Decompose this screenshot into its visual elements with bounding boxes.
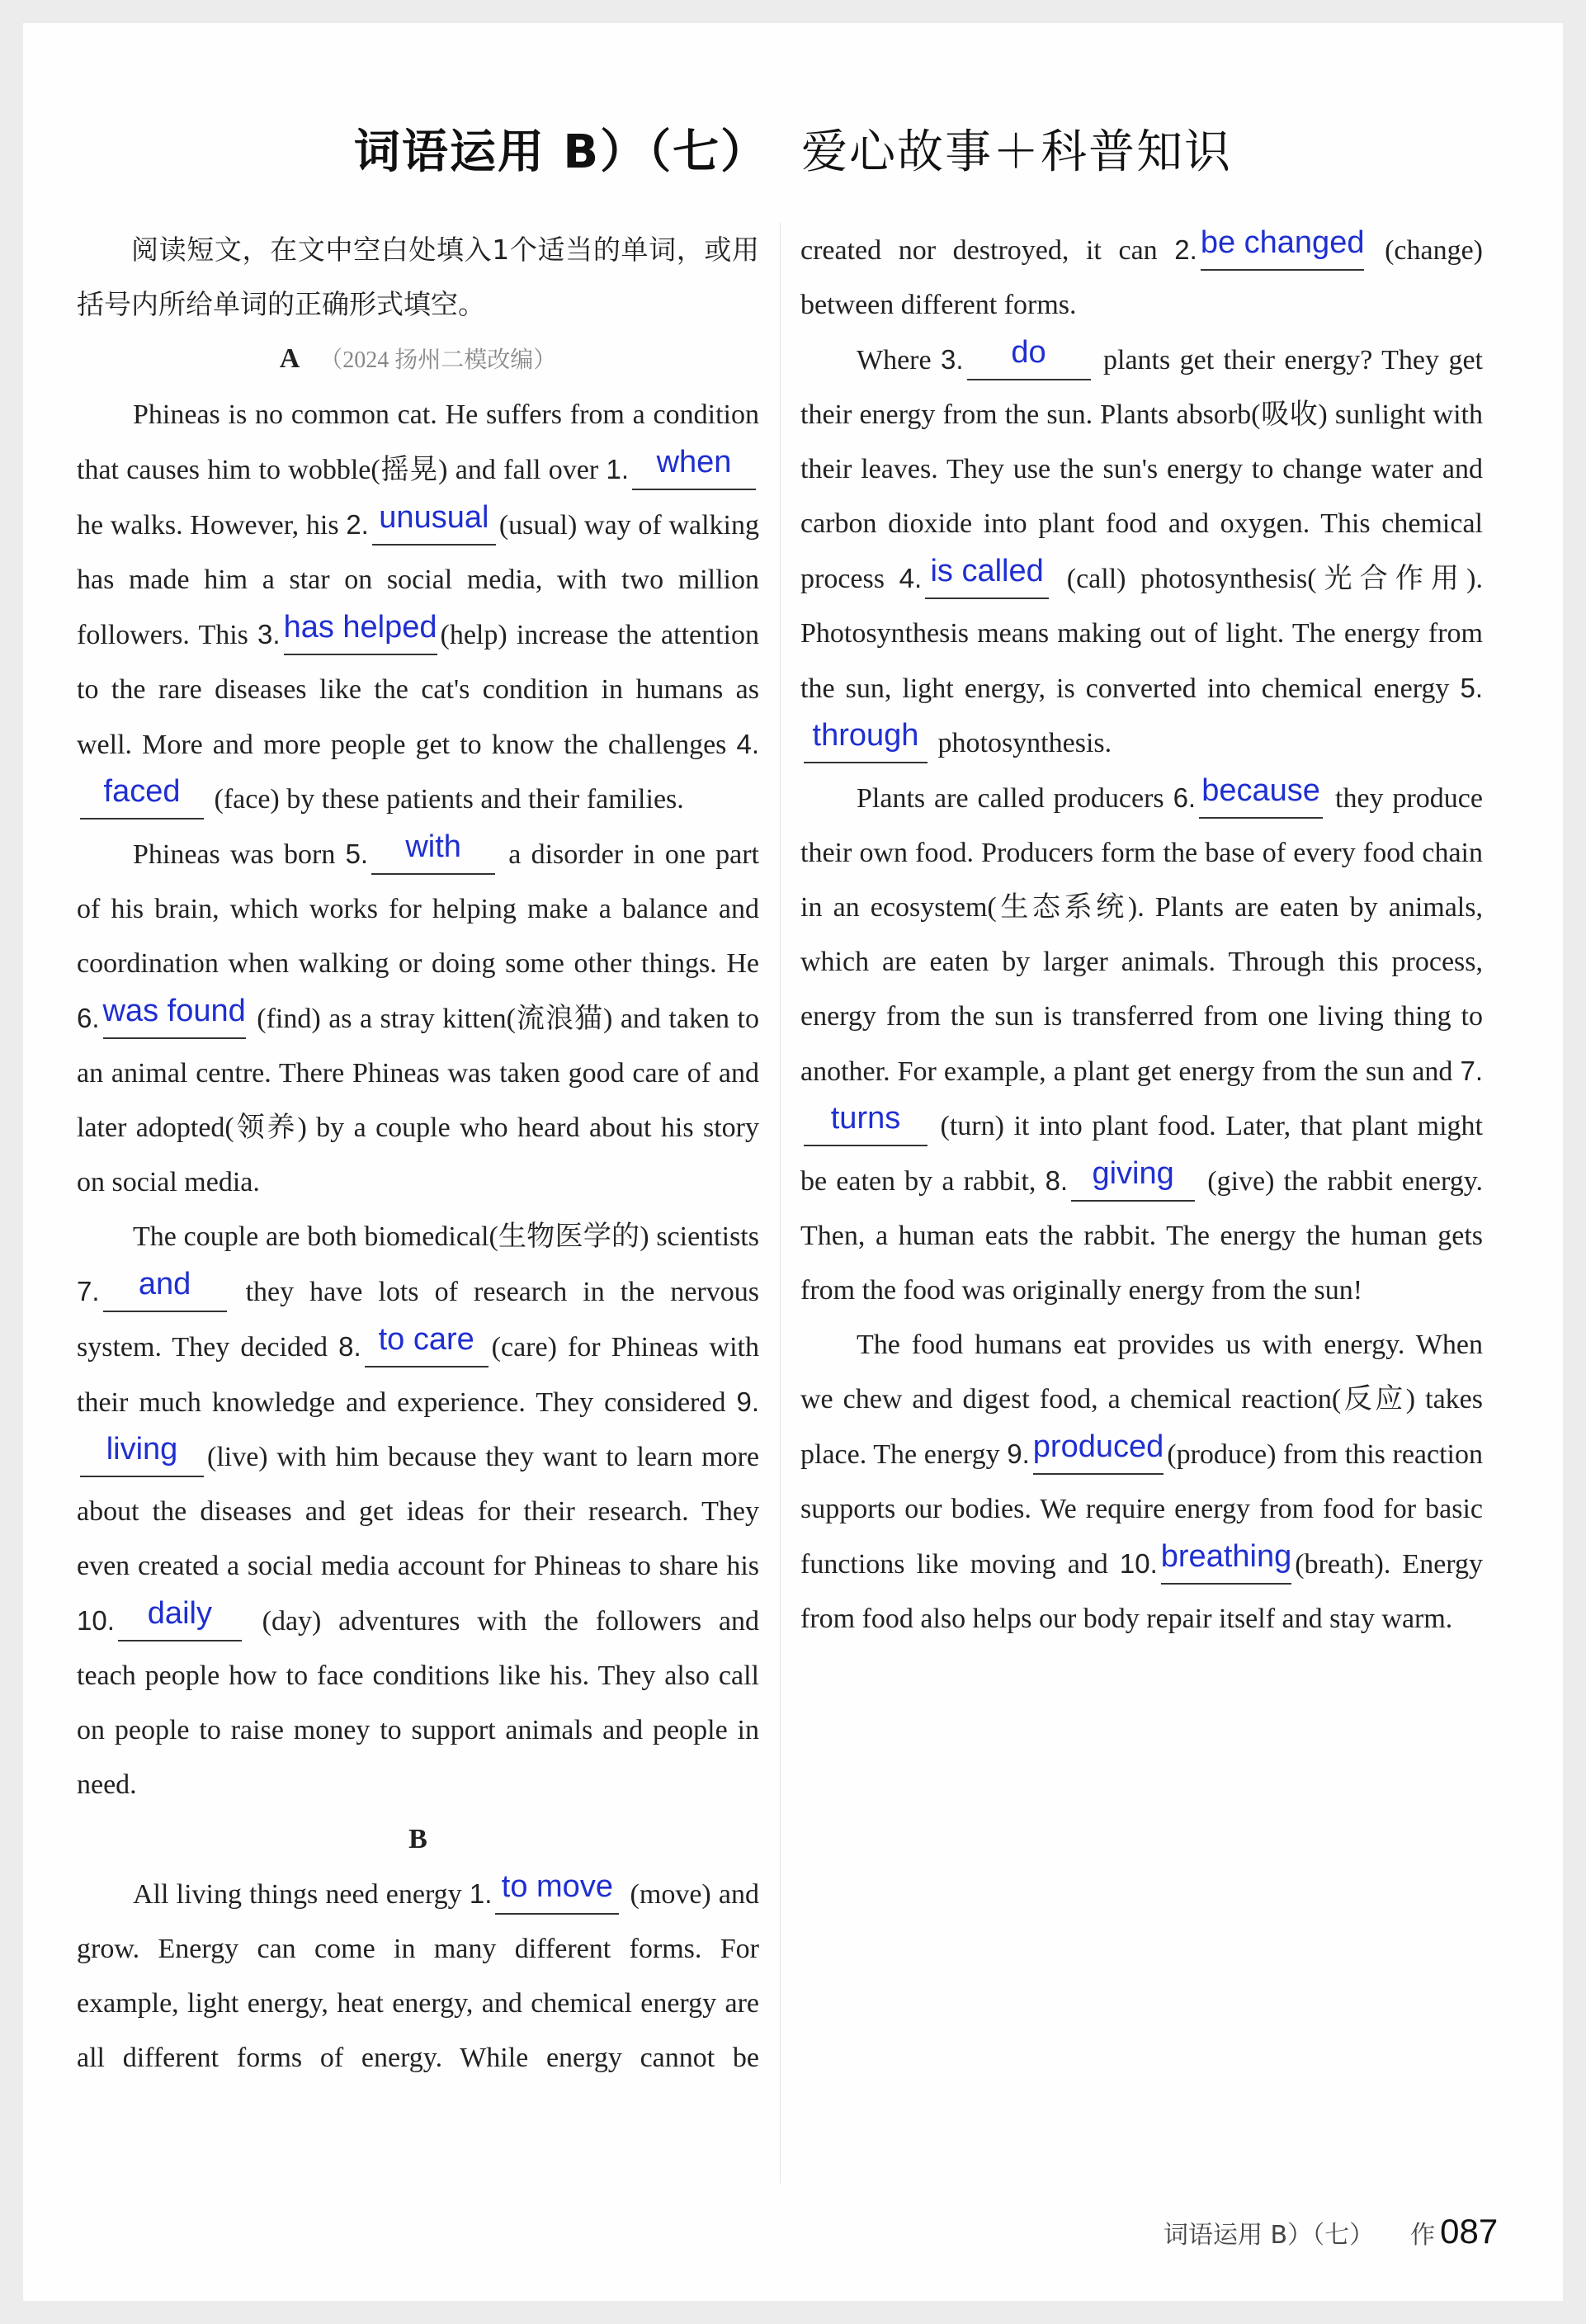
handwritten-answer: with xyxy=(405,829,461,864)
passage-text: (breath). Energy from food also helps our body repair itself and stay warm. xyxy=(800,1549,1483,1634)
passage-text: (care) for Phineas with their much knowledge and experience. They considered xyxy=(77,1332,759,1418)
footer-label: 作 xyxy=(1410,2221,1436,2250)
answer-blank[interactable] xyxy=(372,500,496,546)
answer-blank[interactable] xyxy=(1071,1156,1195,1202)
section-letter: B xyxy=(408,1824,427,1854)
handwritten-answer: breathing xyxy=(1160,1539,1292,1574)
instructions: 阅读短文，在文中空白处填入1个适当的单词，或用括号内所给单词的正确形式填空。 xyxy=(77,234,759,320)
blank-number: 6. xyxy=(1173,782,1197,813)
answer-blank[interactable] xyxy=(1200,225,1365,271)
passage-text: (live) with him because they want to learn more about the diseases and get ideas for their research. They even created a social media account for Phineas to share his xyxy=(77,1442,759,1581)
answer-blank[interactable] xyxy=(118,1596,242,1641)
blank-number: 9. xyxy=(736,1386,759,1417)
paragraph xyxy=(800,333,1483,771)
answer-blank[interactable] xyxy=(80,1432,204,1477)
handwritten-answer: daily xyxy=(147,1596,212,1631)
handwritten-answer: unusual xyxy=(379,500,489,535)
paragraph xyxy=(77,388,759,827)
section-heading xyxy=(77,1812,759,1867)
handwritten-answer: and xyxy=(138,1267,191,1301)
handwritten-answer: do xyxy=(1011,335,1046,370)
blank-number: 9. xyxy=(1007,1438,1030,1469)
passage-text: they have lots of research in the nervous system. They decided xyxy=(77,1277,759,1363)
answer-blank[interactable] xyxy=(371,829,495,875)
handwritten-answer: is called xyxy=(930,554,1044,588)
blank-number: 3. xyxy=(257,619,281,649)
exercise-content xyxy=(77,223,1483,2184)
answer-blank[interactable] xyxy=(103,1267,227,1312)
passage-text: he walks. However, his xyxy=(77,510,347,541)
passage-text: (give) the rabbit energy. Then, a human eats the rabbit. The energy the human gets from the food was originally energy from the sun! xyxy=(800,1166,1483,1306)
section-source: （2024 扬州二模改编） xyxy=(319,347,557,373)
page-title xyxy=(0,116,1586,182)
answer-blank[interactable] xyxy=(925,554,1049,599)
answer-blank[interactable] xyxy=(1032,1429,1164,1475)
passage-text: (move) and grow. Energy can come in many different forms. For example, light energy, heat energy, and chemical energy are all different forms of energy. While energy cannot be created nor destroyed, it can xyxy=(77,235,1175,2073)
handwritten-answer: produced xyxy=(1032,1429,1164,1464)
passage-text: (call) photosynthesis(光合作用). Photosynthesis means making out of light. The energy from the sun, light energy, is converted into chemical energy xyxy=(800,564,1483,704)
blank-number: 2. xyxy=(1174,234,1197,265)
blank-number: 5. xyxy=(345,838,369,869)
passage-text: Where xyxy=(857,345,942,376)
passage-text: Plants are called producers xyxy=(857,783,1173,814)
handwritten-answer: when xyxy=(656,445,732,479)
blank-number: 5. xyxy=(1460,673,1483,703)
section-letter: A xyxy=(279,343,300,374)
title-sub: 爱心故事＋科普知识 xyxy=(801,125,1233,179)
paragraph xyxy=(800,771,1483,1318)
blank-number: 3. xyxy=(941,344,964,375)
passage-text: (usual) way of walking has made him a star on social media, with two million followers. This xyxy=(77,510,760,650)
handwritten-answer: has helped xyxy=(283,610,437,645)
handwritten-answer: be changed xyxy=(1200,225,1365,260)
blank-number: 2. xyxy=(346,509,369,540)
handwritten-answer: giving xyxy=(1092,1156,1174,1191)
paragraph xyxy=(77,827,759,1210)
passage-text: a disorder in one part of his brain, which works for helping make a balance and coordination when walking or doing some other things. He xyxy=(77,839,760,979)
page-footer xyxy=(1164,2212,1498,2251)
blank-number: 8. xyxy=(338,1331,361,1362)
section-heading xyxy=(77,332,759,388)
handwritten-answer: because xyxy=(1201,773,1320,808)
answer-blank[interactable] xyxy=(804,1101,928,1146)
answer-blank[interactable] xyxy=(102,994,246,1039)
blank-number: 4. xyxy=(899,563,923,593)
blank-number: 8. xyxy=(1045,1165,1069,1196)
passage-text: (find) as a stray kitten(流浪猫) and taken to an animal centre. There Phineas was taken good care of and later adopted(领养) by a couple who heard about his story on social media. xyxy=(77,1004,759,1197)
footer-section: 词语运用 B）（七） xyxy=(1164,2221,1375,2250)
handwritten-answer: was found xyxy=(102,994,246,1028)
passage-text: (change) between different forms. xyxy=(800,235,1484,320)
answer-blank[interactable] xyxy=(632,445,756,490)
passage-text: All living things need energy xyxy=(133,1879,470,1910)
page-number: 087 xyxy=(1440,2212,1499,2251)
answer-blank[interactable] xyxy=(804,718,928,763)
passage-text: photosynthesis. xyxy=(931,728,1112,758)
answer-blank[interactable] xyxy=(1199,773,1323,819)
answer-blank[interactable] xyxy=(283,610,437,655)
handwritten-answer: to move xyxy=(501,1869,613,1904)
passage-text: (turn) it into plant food. Later, that plant might be eaten by a rabbit, xyxy=(800,1111,1483,1197)
blank-number: 7. xyxy=(1460,1056,1483,1086)
handwritten-answer: faced xyxy=(103,774,181,809)
passage-text: The couple are both biomedical(生物医学的) scientists xyxy=(133,1221,759,1252)
blank-number: 6. xyxy=(77,1003,100,1033)
handwritten-answer: to care xyxy=(378,1322,474,1357)
passage-text: Phineas was born xyxy=(133,839,346,870)
answer-blank[interactable] xyxy=(967,335,1091,380)
paragraph xyxy=(77,1210,759,1812)
handwritten-answer: through xyxy=(812,718,919,753)
answer-blank[interactable] xyxy=(1160,1539,1292,1585)
title-main: 词语运用 B）（七） xyxy=(353,125,769,179)
passage-text: Phineas is no common cat. He suffers from a condition that causes him to wobble(摇晃) and fall over xyxy=(77,399,759,485)
handwritten-answer: turns xyxy=(830,1101,901,1136)
handwritten-answer: living xyxy=(106,1432,178,1467)
answer-blank[interactable] xyxy=(80,774,204,820)
blank-number: 7. xyxy=(77,1276,100,1306)
passage-text: they produce their own food. Producers form the base of every food chain in an ecosystem(生态系统). Plants are eaten by animals, which are eaten by larger animals. Through this process, energy from the sun is transferred from one living thing to another. For example, a plant get energy from the sun and xyxy=(800,783,1483,1087)
blank-number: 4. xyxy=(736,729,759,759)
answer-blank[interactable] xyxy=(495,1869,619,1915)
blank-number: 10. xyxy=(77,1605,115,1636)
passage-text: plants get their energy? They get their energy from the sun. Plants absorb(吸收) sunlight with their leaves. They use the sun's energy to change water and carbon dioxide into plant food and oxygen. This chemical process xyxy=(800,345,1483,594)
passage-text: (help) increase the attention to the rare diseases like the cat's condition in humans as well. More and more people get to know the challenges xyxy=(77,620,759,760)
passage-text: (produce) from this reaction supports our bodies. We require energy from food for basic functions like moving and xyxy=(800,1439,1483,1580)
blank-number: 1. xyxy=(469,1878,493,1909)
passage-text: (day) adventures with the followers and teach people how to face conditions like his. They also call on people to raise money to support animals and people in need. xyxy=(77,1606,759,1800)
passage-text: (face) by these patients and their families. xyxy=(207,784,684,815)
passage-text: The food humans eat provides us with energy. When we chew and digest food, a chemical reaction(反应) takes place. The energy xyxy=(800,1330,1483,1470)
blank-number: 1. xyxy=(606,454,629,484)
blank-number: 10. xyxy=(1119,1548,1158,1579)
paragraph xyxy=(800,1318,1483,1646)
answer-blank[interactable] xyxy=(365,1322,489,1367)
